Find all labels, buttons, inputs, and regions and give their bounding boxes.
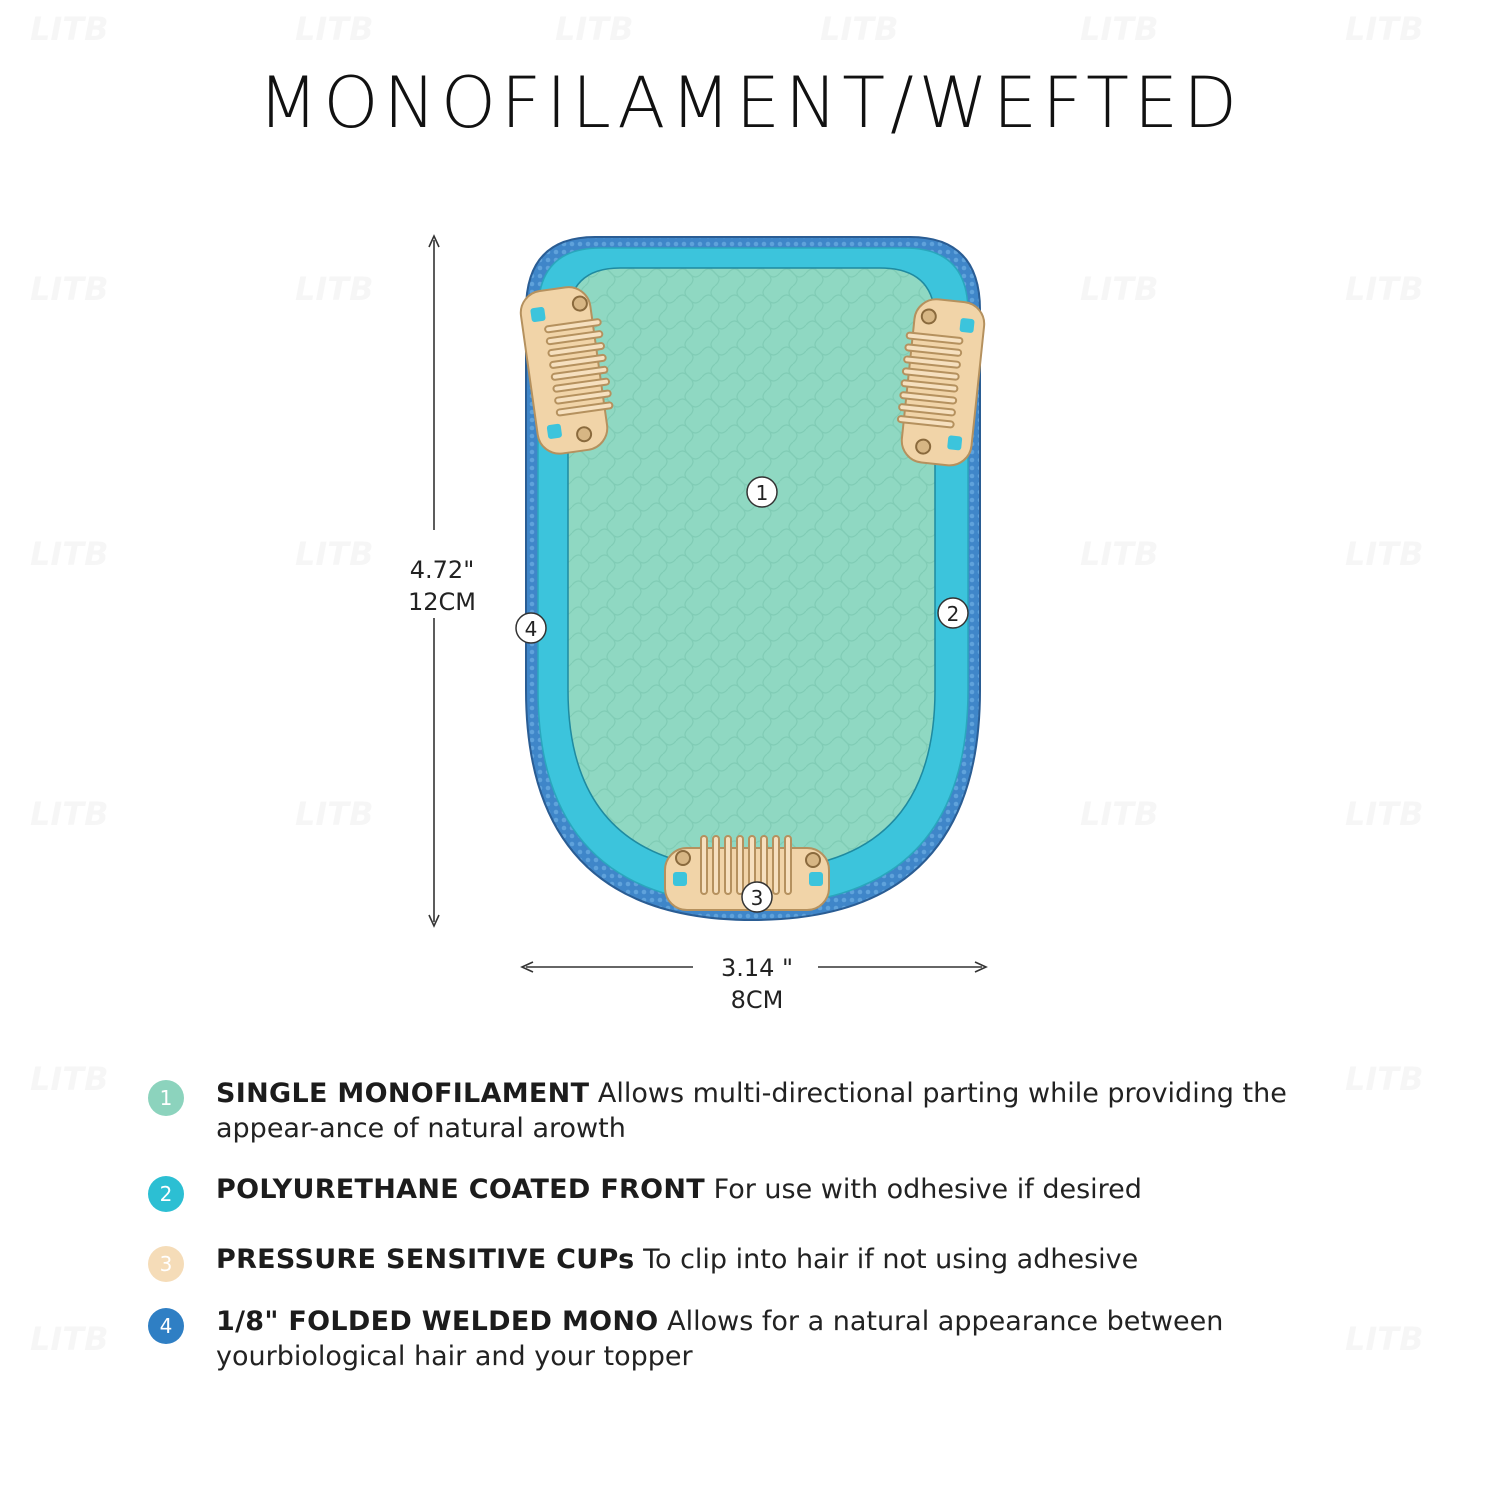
- watermark: [30, 1320, 109, 1358]
- width-dimension-label: [702, 952, 812, 1016]
- width-cm: 8CM: [730, 986, 784, 1014]
- legend-description-2: For use with odhesive if desired: [713, 1174, 1142, 1205]
- watermark: [30, 1060, 109, 1098]
- legend-description-3: To clip into hair if not using adhesive: [643, 1244, 1139, 1275]
- legend-text-3: [216, 1242, 1376, 1277]
- monofilament-center: [568, 268, 935, 870]
- marker-3-label: 3: [750, 886, 764, 910]
- legend-description-1: Allows multi-directional parting while providing the appear-ance of natural arowth: [216, 1078, 1287, 1144]
- legend-text-1: [216, 1076, 1376, 1146]
- page-title: MONOFILAMENT/WEFTED: [257, 62, 1243, 144]
- legend-heading-3: PRESSURE SENSITIVE CUPs: [216, 1244, 635, 1275]
- marker-4-label: 4: [524, 617, 538, 641]
- legend-description-4: Allows for a natural appearance between yourbiological hair and your topper: [216, 1306, 1224, 1372]
- marker-2: [938, 598, 968, 628]
- legend-badge-3: 3: [148, 1246, 184, 1282]
- marker-1-label: 1: [755, 481, 769, 505]
- marker-3: [742, 882, 772, 912]
- legend-text-2: [216, 1172, 1376, 1207]
- marker-2-label: 2: [946, 602, 960, 626]
- marker-4: [516, 613, 546, 643]
- height-cm: 12CM: [407, 588, 476, 616]
- legend-heading-1: SINGLE MONOFILAMENT: [216, 1078, 590, 1109]
- legend-badge-2: 2: [148, 1176, 184, 1212]
- legend-text-4: [216, 1304, 1376, 1374]
- height-inches: 4.72": [409, 556, 475, 584]
- legend-heading-2: POLYURETHANE COATED FRONT: [216, 1174, 706, 1205]
- legend-badge-1: 1: [148, 1080, 184, 1116]
- legend-heading-4: 1/8" FOLDED WELDED MONO: [216, 1306, 659, 1337]
- width-inches: 3.14 ": [720, 954, 794, 982]
- marker-1: [747, 477, 777, 507]
- legend-badge-4: 4: [148, 1308, 184, 1344]
- height-dimension-label: [392, 554, 492, 618]
